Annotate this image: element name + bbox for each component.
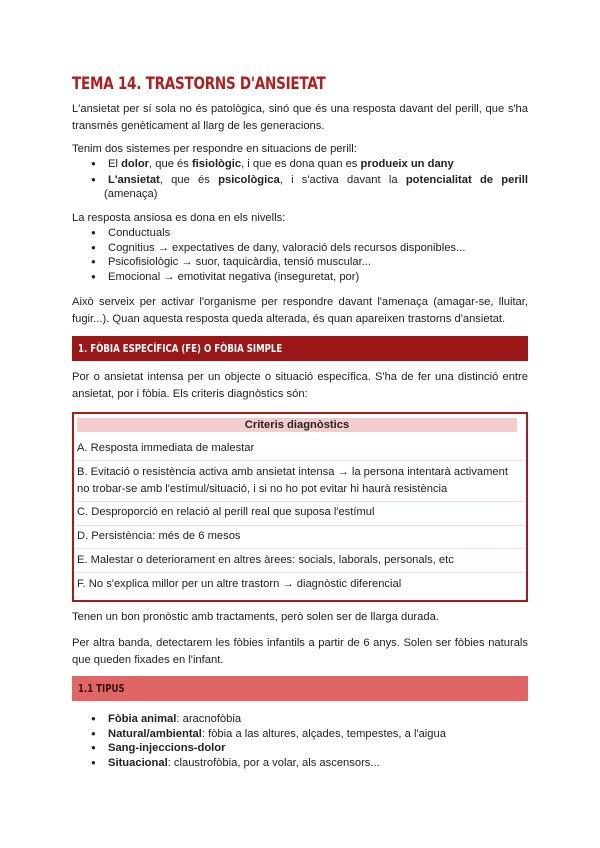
criteria-table [72, 412, 528, 602]
criteria-row: E. Malestar o deteriorament en altres àrees: socials, laborals, personals, etc [77, 554, 454, 566]
list-item: ● Natural/ambiental: fòbia a las altures, alçades, tempestes, a l'aigua [72, 727, 528, 742]
criteria-row: A. Resposta immediata de malestar [77, 442, 255, 454]
section-heading-1-1: 1.1 TIPUS [72, 676, 528, 701]
list-item: ● El dolor, que és fisiològic, i que es dona quan es produeix un dany [72, 157, 528, 172]
criteria-row: B. Evitació o resistència activa amb ansietat intensa → la persona intentarà activament no trobar-se amb l'estímul/situació, i si no ho pot evitar hi haurà resistència [77, 466, 508, 495]
criteria-row: F. No s'explica millor per un altre trastorn → diagnòstic diferencial [77, 578, 402, 590]
list-item: ● Cognitius → expectatives de dany, valoració dels recursos disponibles... [72, 241, 528, 256]
children-paragraph: Per altra banda, detectarem les fòbies infantils a partir de 6 anys. Solen ser fòbies naturals que queden fixades en l'infant. [72, 637, 528, 666]
criteria-row: D. Persistència: més de 6 mesos [77, 530, 241, 542]
prognosis-paragraph: Tenen un bon pronòstic amb tractaments, però solen ser de llarga durada. [72, 611, 439, 623]
list-item: ● L'ansietat, que és psicològica, i s'activa davant la potencialitat de perill (amenaça) [72, 173, 528, 202]
criteria-title: Criteris diagnòstics [77, 418, 517, 432]
levels-lead: La resposta ansiosa es dona en els nivells: [72, 212, 286, 224]
intro-paragraph: L'ansietat per sí sola no és patològica, sinó que és una resposta davant del perill, que s'ha transmès genèticament al llarg de les generacions. [72, 103, 528, 132]
list-item: ● Conductuals [72, 226, 528, 241]
systems-list [72, 157, 528, 202]
section-heading-1: 1. FÒBIA ESPECÍFICA (FE) O FÒBIA SIMPLE [72, 336, 528, 361]
types-list [72, 712, 528, 770]
systems-lead: Tenim dos sistemes per respondre en situacions de perill: [72, 143, 357, 155]
levels-list [72, 226, 528, 284]
list-item: ● Psicofisiològic → suor, taquicàrdia, tensió muscular... [72, 255, 528, 270]
list-item: ● Emocional → emotivitat negativa (inseguretat, por) [72, 270, 528, 285]
purpose-paragraph: Això serveix per activar l'organisme per respondre davant l'amenaça (amagar-se, lluitar, fugir...). Quan aquesta resposta queda alterada, és quan apareixen trastorns d'ansietat. [72, 296, 528, 325]
list-item: ● Sang-injeccions-dolor [72, 741, 528, 756]
page-title: TEMA 14. TRASTORNS D'ANSIETAT [72, 74, 326, 93]
list-item: ● Situacional: claustrofòbia, por a volar, als ascensors... [72, 756, 528, 771]
criteria-row: C. Desproporció en relació al perill real que suposa l'estímul [77, 506, 375, 518]
section1-intro: Por o ansietat intensa per un objecte o situació específica. S'ha de fer una distinció entre ansietat, por i fòbia. Els criteris diagnòstics són: [72, 371, 528, 400]
list-item: ● Fòbia animal: aracnofòbia [72, 712, 528, 727]
